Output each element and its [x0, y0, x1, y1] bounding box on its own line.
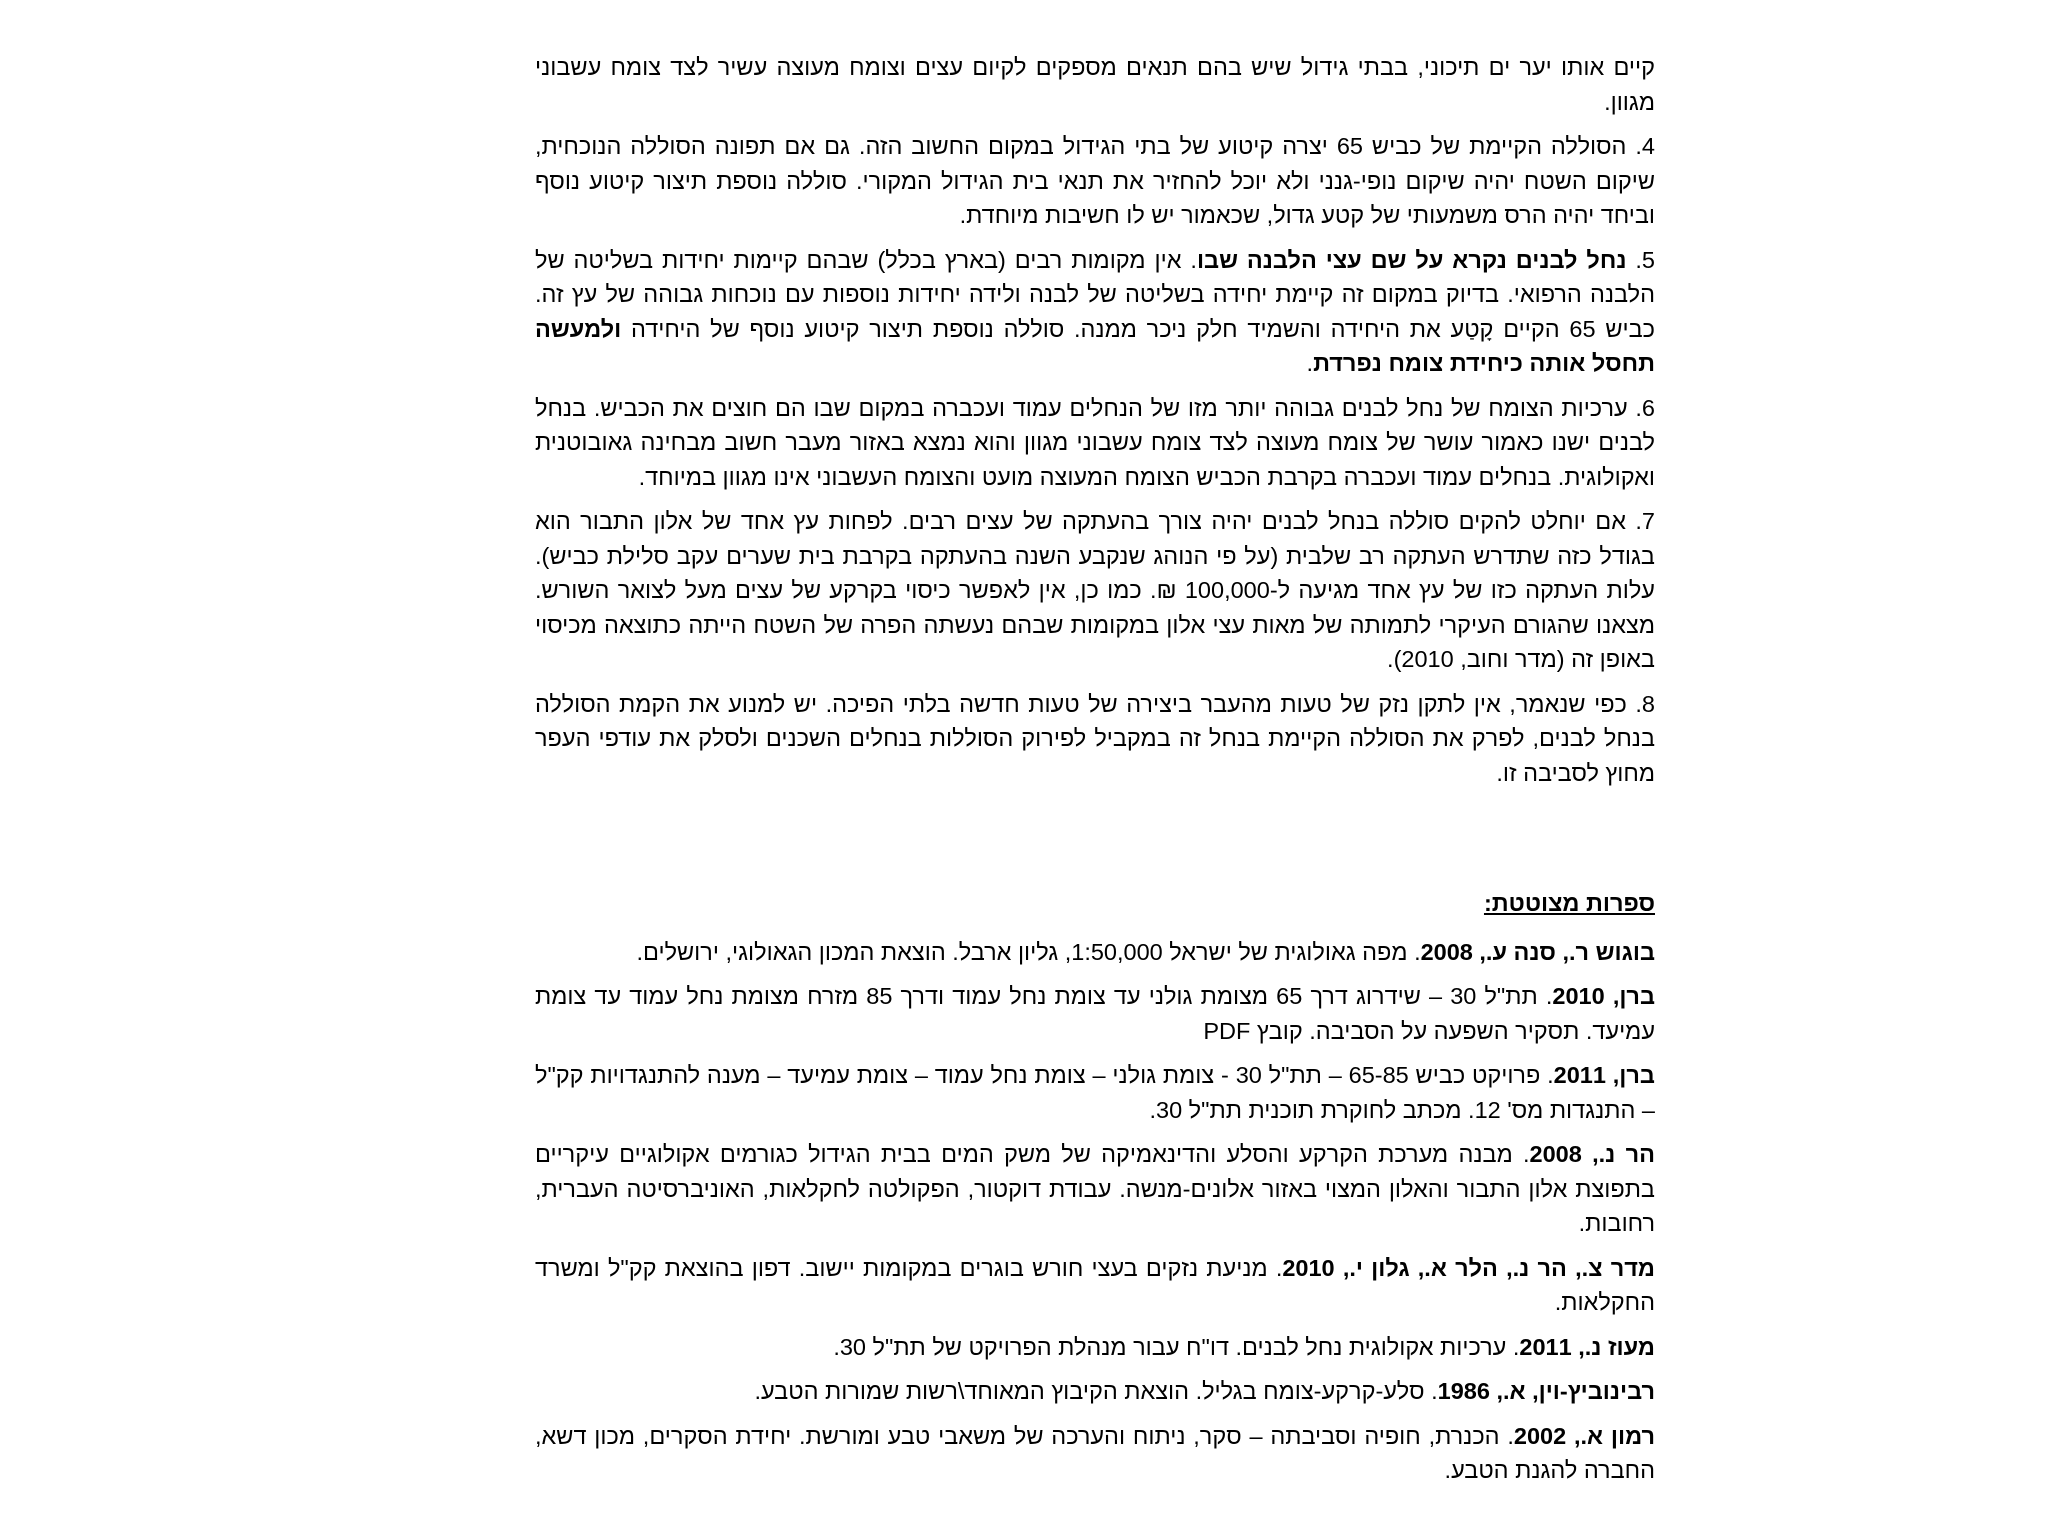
- paragraph-text: 8. כפי שנאמר, אין לתקן נזק של טעות מהעבר ביצירה של טעות חדשה בלתי הפיכה. יש למנוע את הקמת הסוללה בנחל לבנים, לפרק את הסוללה הקיימת בנחל זה במקביל לפירוק הסוללות בנחלים השכנים ולסלק את עודפי העפר מחוץ לסביבה זו.: [535, 690, 1655, 786]
- paragraph-text: 6. ערכיות הצומח של נחל לבנים גבוהה יותר מזו של הנחלים עמוד ועכברה במקום שבו הם חוצים את הכביש. בנחל לבנים ישנו כאמור עושר של צומח מעוצה לצד צומח עשבוני מגוון והוא נמצא באזור מעבר חשוב מבחינה גאובוטנית ואקולוגית. בנחלים עמוד ועכברה בקרבת הכביש הצומח המעוצה מועט והצומח העשבוני אינו מגוון במיוחד.: [535, 394, 1655, 490]
- reference-author: בוגוש ר., סנה ע., 2008: [1420, 938, 1655, 965]
- references-list: [535, 935, 1655, 1488]
- reference-author: מעוז נ., 2011: [1519, 1333, 1655, 1360]
- reference-text: . הכנרת, חופיה וסביבתה – סקר, ניתוח והערכה של משאבי טבע ומורשת. יחידת הסקרים, מכון דשא, החברה להגנת הטבע.: [535, 1422, 1655, 1483]
- body-paragraph: [535, 243, 1655, 381]
- body-paragraph: [535, 129, 1655, 233]
- body-paragraphs: [535, 50, 1655, 790]
- reference-author: ברן, 2011: [1553, 1062, 1655, 1088]
- reference-entry: [535, 979, 1655, 1048]
- reference-entry: [535, 935, 1655, 970]
- paragraph-text: 4. הסוללה הקיימת של כביש 65 יצרה קיטוע של בתי הגידול במקום החשוב הזה. גם אם תפונה הסוללה הנוכחית, שיקום השטח יהיה שיקום נופי-גנני ולא יוכל להחזיר את תנאי בית הגידול המקורי. סוללה נוספת תיצור קיטוע נוסף וביחד יהיה הרס משמעותי של קטע גדול, שכאמור יש לו חשיבות מיוחדת.: [535, 133, 1655, 228]
- bold-text: ולמעשה תחסל אותה כיחידת צומח נפרדת: [535, 315, 1655, 376]
- reference-text: . פרויקט כביש 65-85 – תת"ל 30 - צומת גולני – צומת נחל עמוד – צומת עמיעד – מענה להתנגדויות קק"ל – התנגדות מס' 12. מכתב לחוקרת תוכנית תת"ל 30.: [535, 1062, 1655, 1123]
- body-paragraph: [535, 687, 1655, 791]
- document-page: [535, 50, 1655, 1498]
- reference-author: רמון א., 2002: [1513, 1422, 1655, 1449]
- body-paragraph: [535, 50, 1655, 119]
- reference-author: ברן, 2010: [1552, 983, 1656, 1009]
- references-heading: ספרות מצוטטת:: [1483, 890, 1655, 916]
- paragraph-text: 7. אם יוחלט להקים סוללה בנחל לבנים יהיה צורך בהעתקה של עצים רבים. לפחות עץ אחד של אלון התבור הוא בגודל כזה שתדרש העתקה רב שלבית (על פי הנוהג שנקבע השנה בהעתקה בקרבת בית שערים עקב סלילת כביש). עלות העתקה כזו של עץ אחד מגיעה ל-100,000 ₪. כמו כן, אין לאפשר כיסוי בקרקע של עצים מעל לצואר השורש. מצאנו שהגורם העיקרי לתמותה של מאות עצי אלון במקומות שבהם נעשתה הפרה של השטח הייתה כתוצאה מכיסוי באופן זה (מדר וחוב, 2010).: [535, 508, 1655, 672]
- reference-text: . סלע-קרקע-צומח בגליל. הוצאת הקיבוץ המאוחד\רשות שמורות הטבע.: [754, 1378, 1438, 1404]
- body-paragraph: [535, 504, 1655, 677]
- reference-text: . מפה גאולוגית של ישראל 1:50,000, גליון ארבל. הוצאת המכון הגאולוגי, ירושלים.: [636, 938, 1421, 965]
- paragraph-text: 5.: [1626, 246, 1655, 273]
- reference-entry: [535, 1251, 1655, 1320]
- reference-author: הר נ., 2008: [1529, 1141, 1655, 1167]
- paragraph-text: .: [1306, 350, 1314, 376]
- paragraph-text: קיים אותו יער ים תיכוני, בבתי גידול שיש בהם תנאים מספקים לקיום עצים וצומח מעוצה עשיר לצד צומח עשבוני מגוון.: [535, 54, 1655, 115]
- reference-entry: [535, 1330, 1655, 1365]
- reference-text: . ערכיות אקולוגית נחל לבנים. דו"ח עבור מנהלת הפרויקט של תת"ל 30.: [833, 1333, 1520, 1360]
- reference-entry: [535, 1137, 1655, 1241]
- reference-text: . תת"ל 30 – שידרוג דרך 65 מצומת גולני עד צומת נחל עמוד ודרך 85 מזרח מצומת נחל עמוד עד צומת עמיעד. תסקיר השפעה על הסביבה. קובץ PDF: [535, 983, 1655, 1044]
- reference-text: . מניעת נזקים בעצי חורש בוגרים במקומות יישוב. דפון בהוצאת קק"ל ומשרד החקלאות.: [535, 1254, 1655, 1315]
- reference-text: . מבנה מערכת הקרקע והסלע והדינאמיקה של משק המים בבית הגידול כגורמים אקולוגיים עיקריים בתפוצת אלון התבור והאלון המצוי באזור אלונים-מנשה. עבודת דוקטור, הפקולטה לחקלאות, האוניברסיטה העברית, רחובות.: [535, 1141, 1655, 1236]
- section-spacer: [535, 800, 1655, 886]
- reference-entry: [535, 1374, 1655, 1409]
- reference-author: מדר צ., הר נ., הלר א., גלון י., 2010: [1282, 1254, 1655, 1281]
- reference-author: רבינוביץ-וין, א., 1986: [1437, 1378, 1655, 1404]
- bold-text: נחל לבנים נקרא על שם עצי הלבנה שבו: [1196, 246, 1627, 273]
- paragraph-text: . אין מקומות רבים (בארץ בכלל) שבהם קיימות יחידות בשליטה של הלבנה הרפואי. בדיוק במקום זה קיימת יחידה בשליטה של לבנה ולידה יחידות נוספות עם נוכחות גבוהה של עץ זה. כביש 65 הקיים קָטַע את היחידה והשמיד חלק ניכר ממנה. סוללה נוספת תיצור קיטוע נוסף של היחידה: [535, 246, 1655, 342]
- body-paragraph: [535, 391, 1655, 495]
- reference-entry: [535, 1058, 1655, 1127]
- reference-entry: [535, 1419, 1655, 1488]
